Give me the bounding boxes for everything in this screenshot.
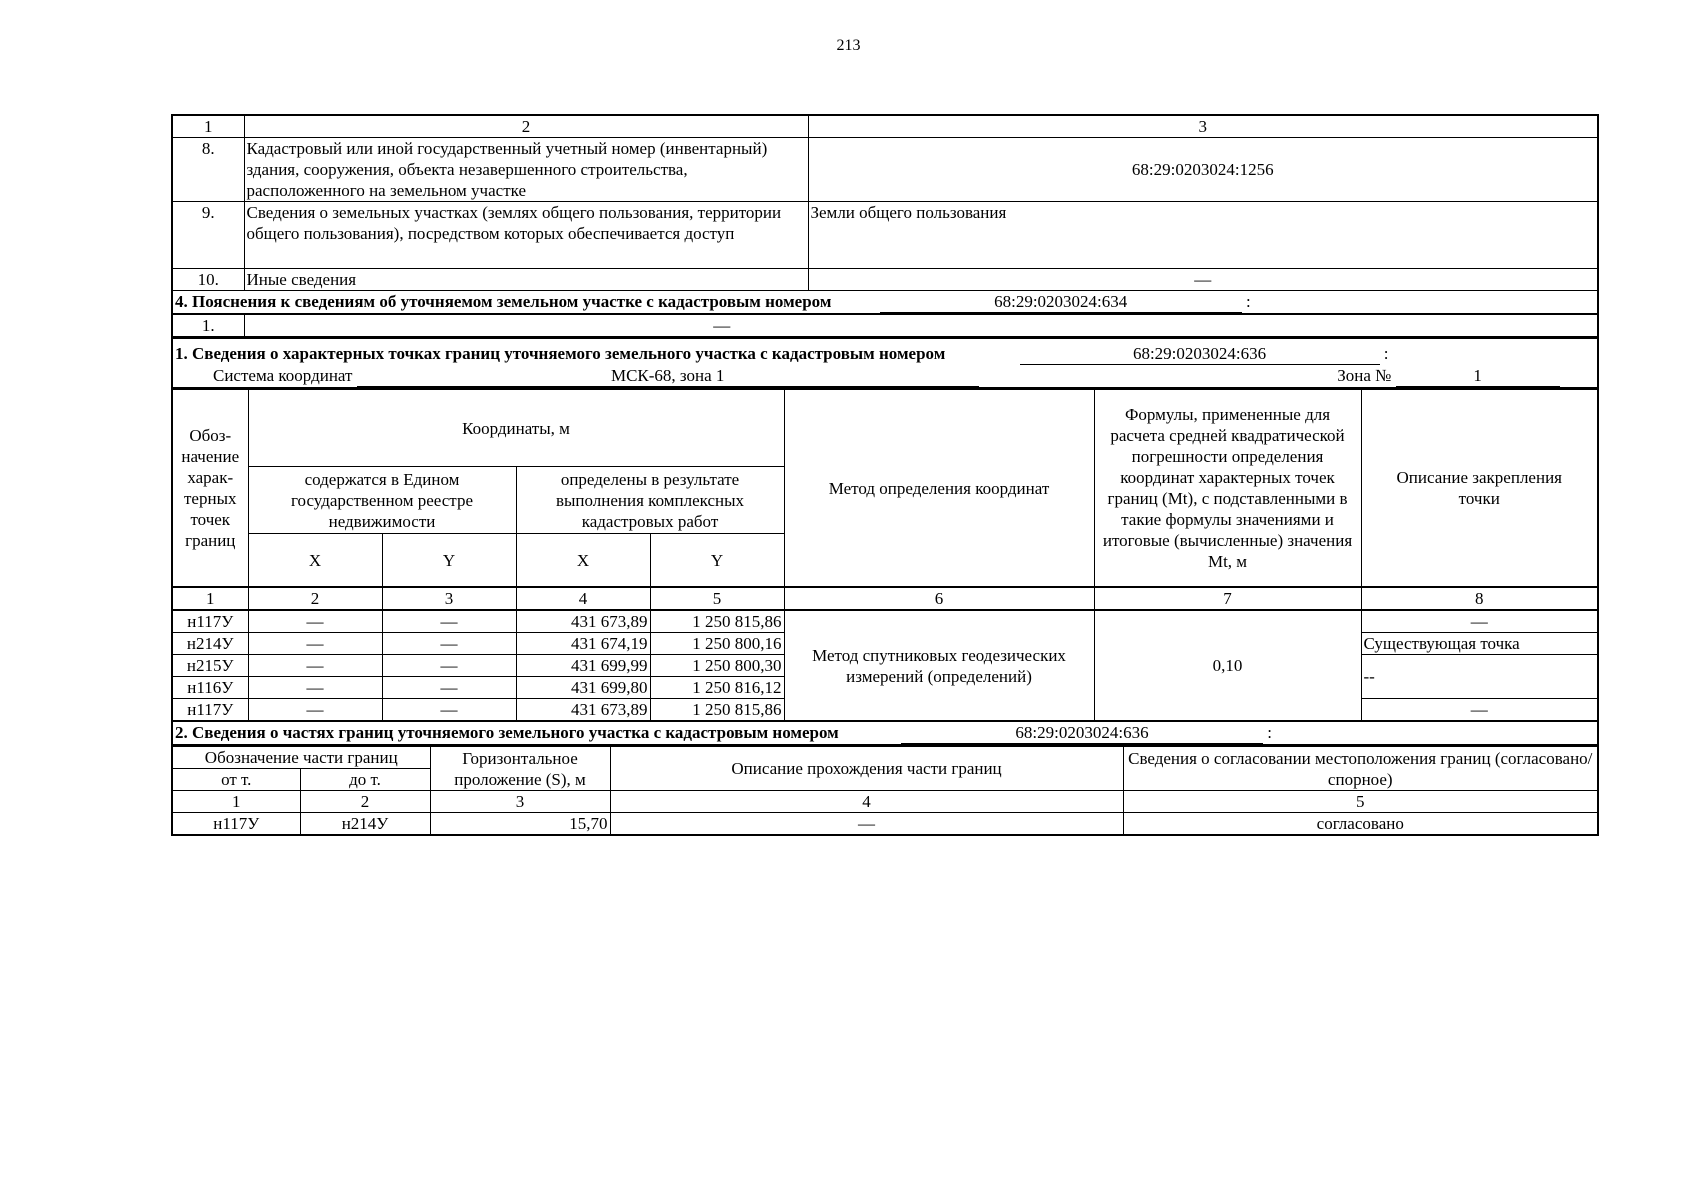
point-x2: 431 699,80	[516, 677, 650, 699]
fixing-value: --	[1361, 655, 1598, 699]
section2-cadastral-number: 68:29:0203024:636	[901, 722, 1263, 744]
zone-label: Зона №	[1337, 366, 1392, 385]
row-value: Земли общего пользования	[808, 202, 1598, 269]
x-header: X	[516, 534, 650, 588]
coordinates-header: Координаты, м	[248, 390, 784, 467]
fixing-value: —	[1361, 699, 1598, 722]
registry-header: содержатся в Едином государственном реестре недвижимости	[248, 467, 516, 534]
col-number: 2	[300, 791, 430, 813]
row-number: 10.	[172, 269, 244, 291]
row-value: —	[244, 314, 1598, 337]
description-header: Описание прохождения части границ	[610, 747, 1123, 791]
col-number: 5	[650, 587, 784, 610]
point-x2: 431 673,89	[516, 699, 650, 722]
section1-cadastral-number: 68:29:0203024:636	[1020, 343, 1380, 365]
top-info-table	[171, 114, 1599, 338]
row-value: —	[808, 269, 1598, 291]
to-header: до т.	[300, 769, 430, 791]
point-y1: —	[382, 610, 516, 633]
col-number: 4	[516, 587, 650, 610]
point-y2: 1 250 800,16	[650, 633, 784, 655]
section1-title: 1. Сведения о характерных точках границ уточняемого земельного участка с кадастровым номером	[175, 344, 946, 363]
point-y1: —	[382, 655, 516, 677]
col-header-2: 2	[244, 115, 808, 138]
point-y2: 1 250 815,86	[650, 610, 784, 633]
section4-suffix: :	[1245, 292, 1251, 311]
points-table	[171, 389, 1599, 746]
agreement-header: Сведения о согласовании местоположения границ (согласовано/спорное)	[1123, 747, 1598, 791]
part-to: н214У	[300, 813, 430, 836]
point-row	[172, 610, 1598, 633]
col-header-1: 1	[172, 115, 244, 138]
point-x2: 431 674,19	[516, 633, 650, 655]
method-value: Метод спутниковых геодезических измерений (определений)	[784, 610, 1094, 721]
point-y1: —	[382, 677, 516, 699]
col-number: 5	[1123, 791, 1598, 813]
coord-system-value: МСК-68, зона 1	[357, 365, 979, 387]
fixing-header: Описание закрепления точки	[1361, 390, 1598, 588]
col-header-3: 3	[808, 115, 1598, 138]
part-designation-header: Обозначение части границ	[172, 747, 430, 769]
col-number: 8	[1361, 587, 1598, 610]
part-from: н117У	[172, 813, 300, 836]
top-header-row	[172, 115, 1598, 138]
point-name: н117У	[172, 699, 248, 722]
y-header: Y	[382, 534, 516, 588]
section4-cadastral-number: 68:29:0203024:634	[880, 291, 1242, 313]
point-name: н116У	[172, 677, 248, 699]
table-row	[172, 269, 1598, 291]
column-numbers-row	[172, 791, 1598, 813]
row-value: 68:29:0203024:1256	[808, 138, 1598, 202]
fixing-value: —	[1361, 610, 1598, 633]
part-length: 15,70	[430, 813, 610, 836]
section2-title: 2. Сведения о частях границ уточняемого земельного участка с кадастровым номером	[175, 723, 839, 742]
mt-value: 0,10	[1094, 610, 1361, 721]
col-number: 1	[172, 587, 248, 610]
row-label: Иные сведения	[244, 269, 808, 291]
section4-title-row	[172, 291, 1598, 315]
row-number: 9.	[172, 202, 244, 269]
section1-heading	[171, 338, 1599, 389]
y-header: Y	[650, 534, 784, 588]
point-x2: 431 673,89	[516, 610, 650, 633]
point-y1: —	[382, 699, 516, 722]
row-label: Сведения о земельных участках (землях общего пользования, территории общего пользования), посредством которых обеспечивается доступ	[244, 202, 808, 269]
horizontal-header: Горизонтальное проложение (S), м	[430, 747, 610, 791]
section1-suffix: :	[1383, 344, 1389, 363]
coord-system-label: Система координат	[213, 366, 353, 385]
section2-suffix: :	[1267, 723, 1272, 742]
row-number: 1.	[172, 314, 244, 337]
page-number: 213	[836, 37, 861, 54]
point-y2: 1 250 815,86	[650, 699, 784, 722]
part-description: —	[610, 813, 1123, 836]
x-header: X	[248, 534, 382, 588]
table-row	[172, 202, 1598, 269]
works-header: определены в результате выполнения комплексных кадастровых работ	[516, 467, 784, 534]
col-number: 4	[610, 791, 1123, 813]
point-x2: 431 699,99	[516, 655, 650, 677]
col-number: 7	[1094, 587, 1361, 610]
part-agreement: согласовано	[1123, 813, 1598, 836]
point-x1: —	[248, 699, 382, 722]
fixing-value: Существующая точка	[1361, 633, 1598, 655]
row-label: Кадастровый или иной государственный учетный номер (инвентарный) здания, сооружения, объекта незавершенного строительства, расположенного на земельном участке	[244, 138, 808, 202]
section2-title-row	[172, 721, 1598, 745]
col-number: 3	[382, 587, 516, 610]
zone-value: 1	[1396, 365, 1560, 387]
method-header: Метод определения координат	[784, 390, 1094, 588]
col-number: 2	[248, 587, 382, 610]
point-y2: 1 250 800,30	[650, 655, 784, 677]
formulas-header: Формулы, примененные для расчета средней квадратической погрешности определения координат характерных точек границ (Mt), с подставленными в такие формулы значениями и итоговые (вычисленные) значения Mt, м	[1094, 390, 1361, 588]
point-name: н214У	[172, 633, 248, 655]
point-x1: —	[248, 610, 382, 633]
point-x1: —	[248, 677, 382, 699]
col-number: 6	[784, 587, 1094, 610]
point-name: н215У	[172, 655, 248, 677]
boundary-parts-table	[171, 746, 1599, 836]
col-number: 3	[430, 791, 610, 813]
column-numbers-row	[172, 587, 1598, 610]
cadastral-document	[171, 114, 1599, 836]
point-x1: —	[248, 655, 382, 677]
point-y2: 1 250 816,12	[650, 677, 784, 699]
row-number: 8.	[172, 138, 244, 202]
section4-row	[172, 314, 1598, 337]
designation-header: Обоз-начение харак-терных точек границ	[172, 390, 248, 588]
point-name: н117У	[172, 610, 248, 633]
col-number: 1	[172, 791, 300, 813]
point-x1: —	[248, 633, 382, 655]
table-row	[172, 138, 1598, 202]
point-y1: —	[382, 633, 516, 655]
from-header: от т.	[172, 769, 300, 791]
table-row	[172, 813, 1598, 836]
section4-title: 4. Пояснения к сведениям об уточняемом земельном участке с кадастровым номером	[175, 292, 832, 311]
